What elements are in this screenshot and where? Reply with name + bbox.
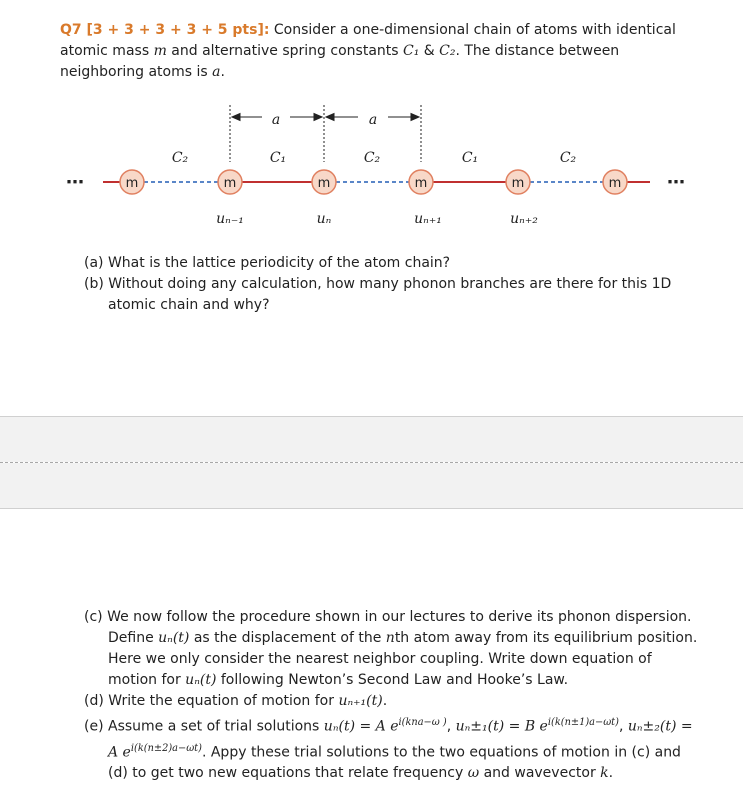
spring-label-c2: C₂ [171, 150, 189, 166]
part-label: (c) [84, 609, 103, 625]
part-e [84, 712, 704, 784]
part-text: Write the equation of motion for [108, 693, 339, 709]
question-parts-c-e [84, 607, 704, 784]
atom-label: m [414, 176, 428, 191]
part-label: (e) [84, 718, 104, 735]
math-expression: uₙ₊₁(t) [338, 693, 383, 709]
spacing-symbol: a [212, 64, 221, 80]
question-text: . The distance between neighboring atoms is [60, 43, 620, 80]
spacing-arrows [230, 105, 421, 162]
part-label: (d) [84, 693, 104, 709]
math-exponent: i(kna−ω ) [398, 717, 447, 728]
answer-area-bottom [0, 463, 743, 509]
question-label: Q7 [3 + 3 + 3 + 3 + 5 pts]: [60, 22, 270, 38]
question-text: . [220, 64, 225, 80]
spacing-label: a [271, 112, 281, 128]
atom-chain-diagram [0, 100, 743, 250]
part-label: (b) [84, 276, 104, 292]
part-text: . [608, 765, 614, 782]
atom-label: m [608, 176, 622, 191]
part-text: as the displacement of the [189, 630, 386, 646]
part-label: (a) [84, 255, 104, 271]
math-expression: uₙ±₁(t) = B e [455, 718, 548, 735]
c1-symbol: C₁ [403, 43, 420, 59]
spring-label-c1: C₁ [269, 150, 287, 166]
math-expression: n [385, 630, 395, 646]
part-text: th atom away from its equilibrium position. Here we only consider the nearest neighbor coupling. Write down equation of motion for [108, 630, 698, 688]
part-b [84, 274, 684, 316]
part-d [84, 691, 704, 712]
spring-label-c2: C₂ [363, 150, 381, 166]
math-expression: uₙ(t) [158, 630, 190, 646]
question-text: and alternative spring constants [166, 43, 403, 59]
displacement-label: uₙ [316, 211, 332, 227]
part-text: following Newton’s Second Law and Hooke’s Law. [216, 672, 569, 688]
math-expression: uₙ±₂(t) = A e [108, 718, 693, 761]
spring-label-c1: C₁ [461, 150, 479, 166]
part-text: We now follow the procedure shown in our lectures to derive its phonon dispersion. Define [107, 609, 692, 646]
displacement-label: uₙ₋₁ [216, 211, 244, 227]
displacement-label: uₙ₊₁ [414, 211, 442, 227]
ellipsis-left: ⋯ [66, 172, 84, 193]
displacement-label: uₙ₊₂ [510, 211, 538, 227]
c2-symbol: C₂ [439, 43, 456, 59]
arrowhead [411, 114, 419, 121]
atom-label: m [223, 176, 237, 191]
spacing-label: a [368, 112, 378, 128]
ellipsis-right: ⋯ [667, 172, 685, 193]
question-text: & [419, 43, 440, 59]
part-text: . [382, 693, 388, 709]
part-text: , [446, 718, 456, 735]
math-expression: k [600, 765, 609, 782]
part-text: . Appy these trial solutions to the two equations of motion in (c) and (d) to get two new equations that relate frequency [108, 744, 681, 782]
part-text: and wavevector [479, 765, 601, 782]
part-a [84, 253, 684, 274]
question-header [60, 20, 690, 83]
part-text: , [618, 718, 628, 735]
atom-label: m [511, 176, 525, 191]
arrowhead [326, 114, 334, 121]
question-text: Consider a one-dimensional chain of atoms with identical atomic mass [60, 22, 676, 59]
arrowhead [232, 114, 240, 121]
atom-label: m [317, 176, 331, 191]
math-expression: ω [467, 765, 480, 782]
part-text: What is the lattice periodicity of the atom chain? [107, 255, 451, 271]
math-expression: uₙ(t) [185, 672, 217, 688]
answer-area-top [0, 416, 743, 462]
spring-label-c2: C₂ [559, 150, 577, 166]
mass-symbol: m [153, 43, 167, 59]
part-c [84, 607, 704, 691]
math-exponent: i(k(n±2)a−ωt) [130, 742, 202, 754]
arrowhead [314, 114, 322, 121]
math-exponent: i(k(n±1)a−ωt) [547, 717, 619, 728]
math-expression: uₙ(t) = A e [323, 718, 399, 735]
question-parts-a-b [84, 253, 684, 316]
part-text: Without doing any calculation, how many phonon branches are there for this 1D atomic chain and why? [108, 276, 672, 313]
atom-label: m [125, 176, 139, 191]
part-text: Assume a set of trial solutions [108, 718, 324, 735]
